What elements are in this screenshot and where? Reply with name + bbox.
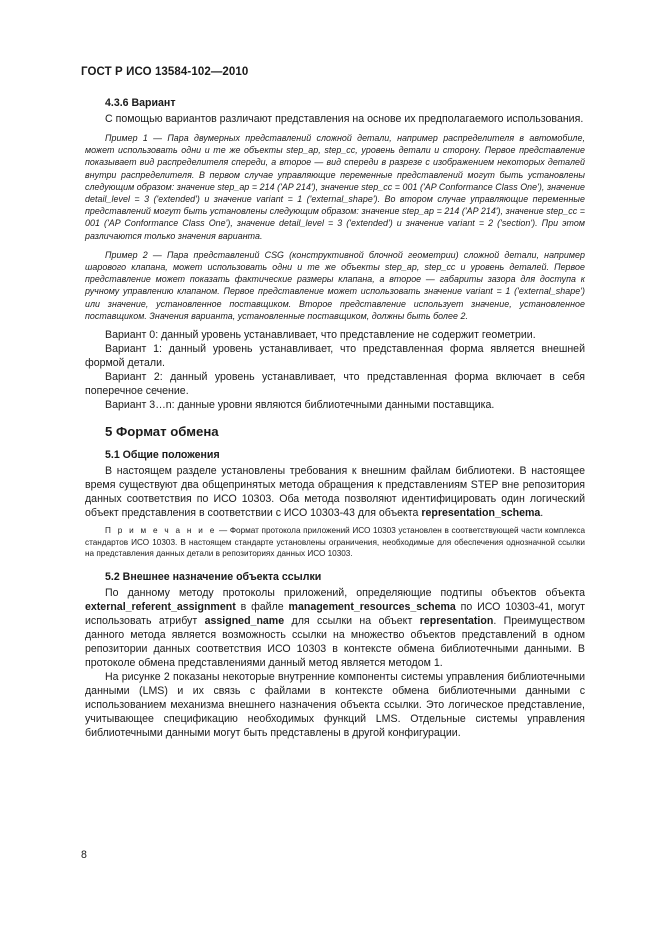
- example-1: Пример 1 — Пара двумерных представлений сложной детали, например распределителя в автомобиле, может использовать одни и те же объекты step_ap, step_cc, уровень детали и сторону. Первое представление показывает вид распределителя спереди, а второе — вид спереди в разрезе с изображением некоторых деталей внутри распределителя. В первом случае управляющие переменные представлений могут быть установлены следующим образом: значение step_ap = 214 ('AP 214'), значение step_cc = 001 ('AP Conformance Class One'), значение detail_level = 3 ('extended') и значение variant = 1 ('external_shape'). Во втором случае управляющие переменные представлений могут быть установлены следующим образом: значение step_ap = 214 ('AP 214'), значение step_cc = 001 ('AP Conformance Class One'), значение detail_level = 3 ('extended') и значение variant = 2 ('section'). При этом различаются только значения варианта.: [85, 133, 585, 241]
- note: П р и м е ч а н и е — Формат протокола приложений ИСО 10303 установлен в соответствующей части комплекса стандартов ИСО 10303. В настоящем стандарте установлены ограничения, необходимые для обеспечения однозначной ссылки на представления данных детали в репозиториях данных ИСО 10303.: [85, 526, 585, 559]
- variant-0: Вариант 0: данный уровень устанавливает, что представление не содержит геометрии.: [105, 329, 536, 342]
- example-2: Пример 2 — Пара представлений CSG (конструктивной блочной геометрии) сложной детали, например шарового клапана, может использовать одни и те же объекты step_ap, step_cc и уровень деталей. Первое представление может показать фактические размеры клапана, а второе — габариты зазора для доступа к ручному управлению клапаном. Первое представление может использовать значение variant = 1 ('external_shape') или значение, установленное поставщиком. Второе представление использует значение, установленное поставщиком. Значения варианта, установленные поставщиком, должны быть более 2.: [85, 249, 585, 321]
- variant-1: Вариант 1: данный уровень устанавливает, что представленная форма является внешней формой детали.: [85, 343, 585, 370]
- page-content: [85, 96, 585, 740]
- section-4-3-6-heading: 4.3.6 Вариант: [105, 97, 176, 109]
- variant-3-n: Вариант 3…n: данные уровни являются библиотечными данными поставщика.: [105, 399, 495, 412]
- section-5-2-paragraph-2: На рисунке 2 показаны некоторые внутренние компоненты системы управления библиотечными данными (LMS) и их связь с файлами в контексте обмена библиотечными данными с использованием механизма внешнего назначения объекта ссылки. Это логическое представление, учитывающее спецификацию необходимых функций LMS. Отдельные системы управления библиотечными данными могут быть представлены в другой конфигурации.: [85, 670, 585, 739]
- section-5-heading: 5 Формат обмена: [105, 424, 219, 440]
- section-5-2-paragraph-1: По данному методу протоколы приложений, определяющие подтипы объектов объекта external_referent_assignment в файле management_resources_schema по ИСО 10303-41, могут использовать атрибут assigned_name для ссылки на объект representation. Преимуществом данного метода является возможность ссылки на множество объектов представлений в одном репозитории данных соответствия ИСО 10303 в контексте обмена библиотечными данными. В протоколе обмена представлениями данный метод является методом 1.: [85, 586, 586, 669]
- section-5-1-heading: 5.1 Общие положения: [105, 449, 220, 462]
- section-4-3-6-intro: С помощью вариантов различают представления на основе их предполагаемого использования.: [105, 113, 584, 125]
- variant-2: Вариант 2: данный уровень устанавливает, что представленная форма включает в себя поперечное сечение.: [85, 371, 585, 398]
- page-number: 8: [81, 849, 87, 861]
- document-header: ГОСТ Р ИСО 13584-102—2010: [81, 66, 249, 78]
- section-5-1-paragraph: В настоящем разделе установлены требования к внешним файлам библиотеки. В настоящее время существуют два общепринятых метода обращения к представлениям STEP вне репозитория данных соответствия по ИСО 10303. Оба метода позволяют идентифицировать один логический объект представления в соответствии с ИСО 10303-43 для объекта representation_schema.: [85, 465, 585, 520]
- section-5-2-heading: 5.2 Внешнее назначение объекта ссылки: [105, 570, 322, 583]
